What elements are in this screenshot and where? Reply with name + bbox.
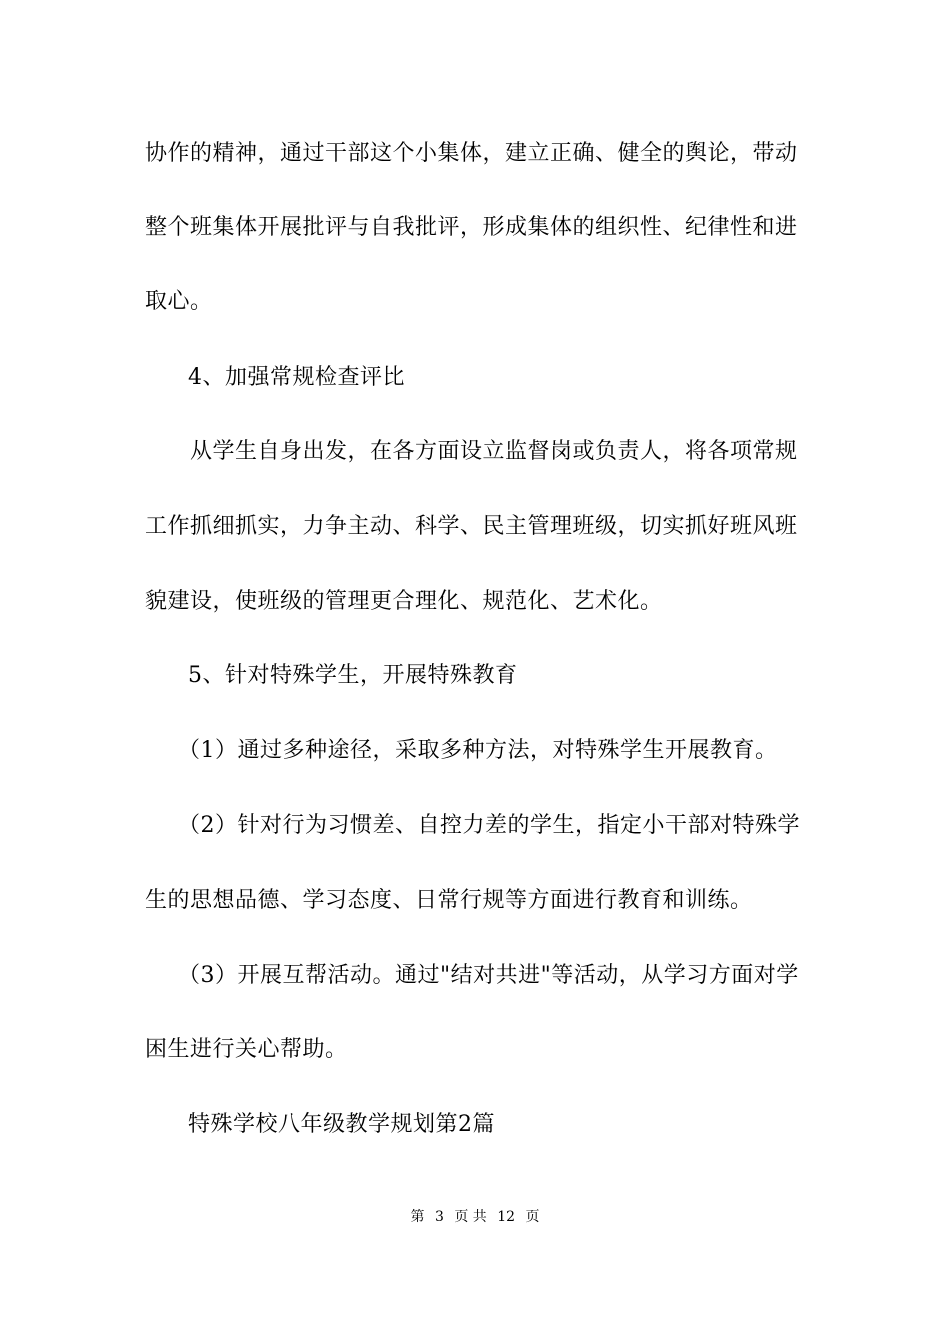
paragraph-line: 整个班集体开展批评与自我批评，形成集体的组织性、纪律性和进 xyxy=(145,215,798,240)
list-item: （1）通过多种途径，采取多种方法，对特殊学生开展教育。 xyxy=(178,738,778,763)
paragraph-line: 貌建设，使班级的管理更合理化、规范化、艺术化。 xyxy=(145,589,663,614)
footer-total-pages: 12 xyxy=(497,1209,516,1225)
page-footer xyxy=(0,1207,950,1227)
paragraph-line: 工作抓细抓实，力争主动、科学、民主管理班级，切实抓好班风班 xyxy=(145,514,798,539)
paragraph-line: 困生进行关心帮助。 xyxy=(145,1037,348,1062)
list-item: （3）开展互帮活动。通过"结对共进"等活动，从学习方面对学 xyxy=(178,963,799,988)
footer-middle: 页 共 xyxy=(454,1209,487,1225)
footer-prefix: 第 xyxy=(410,1209,425,1225)
paragraph-line: 从学生自身出发，在各方面设立监督岗或负责人，将各项常规 xyxy=(190,439,798,464)
article-title: 特殊学校八年级教学规划第2篇 xyxy=(188,1112,495,1137)
footer-current-page: 3 xyxy=(434,1209,444,1225)
section-heading: 5、针对特殊学生，开展特殊教育 xyxy=(188,663,518,688)
footer-suffix: 页 xyxy=(525,1209,540,1225)
paragraph-line: 协作的精神，通过干部这个小集体，建立正确、健全的舆论，带动 xyxy=(145,141,798,166)
section-heading: 4、加强常规检查评比 xyxy=(188,365,405,390)
paragraph-line: 取心。 xyxy=(145,289,213,314)
list-item: （2）针对行为习惯差、自控力差的学生，指定小干部对特殊学 xyxy=(178,813,800,838)
paragraph-line: 生的思想品德、学习态度、日常行规等方面进行教育和训练。 xyxy=(145,888,753,913)
